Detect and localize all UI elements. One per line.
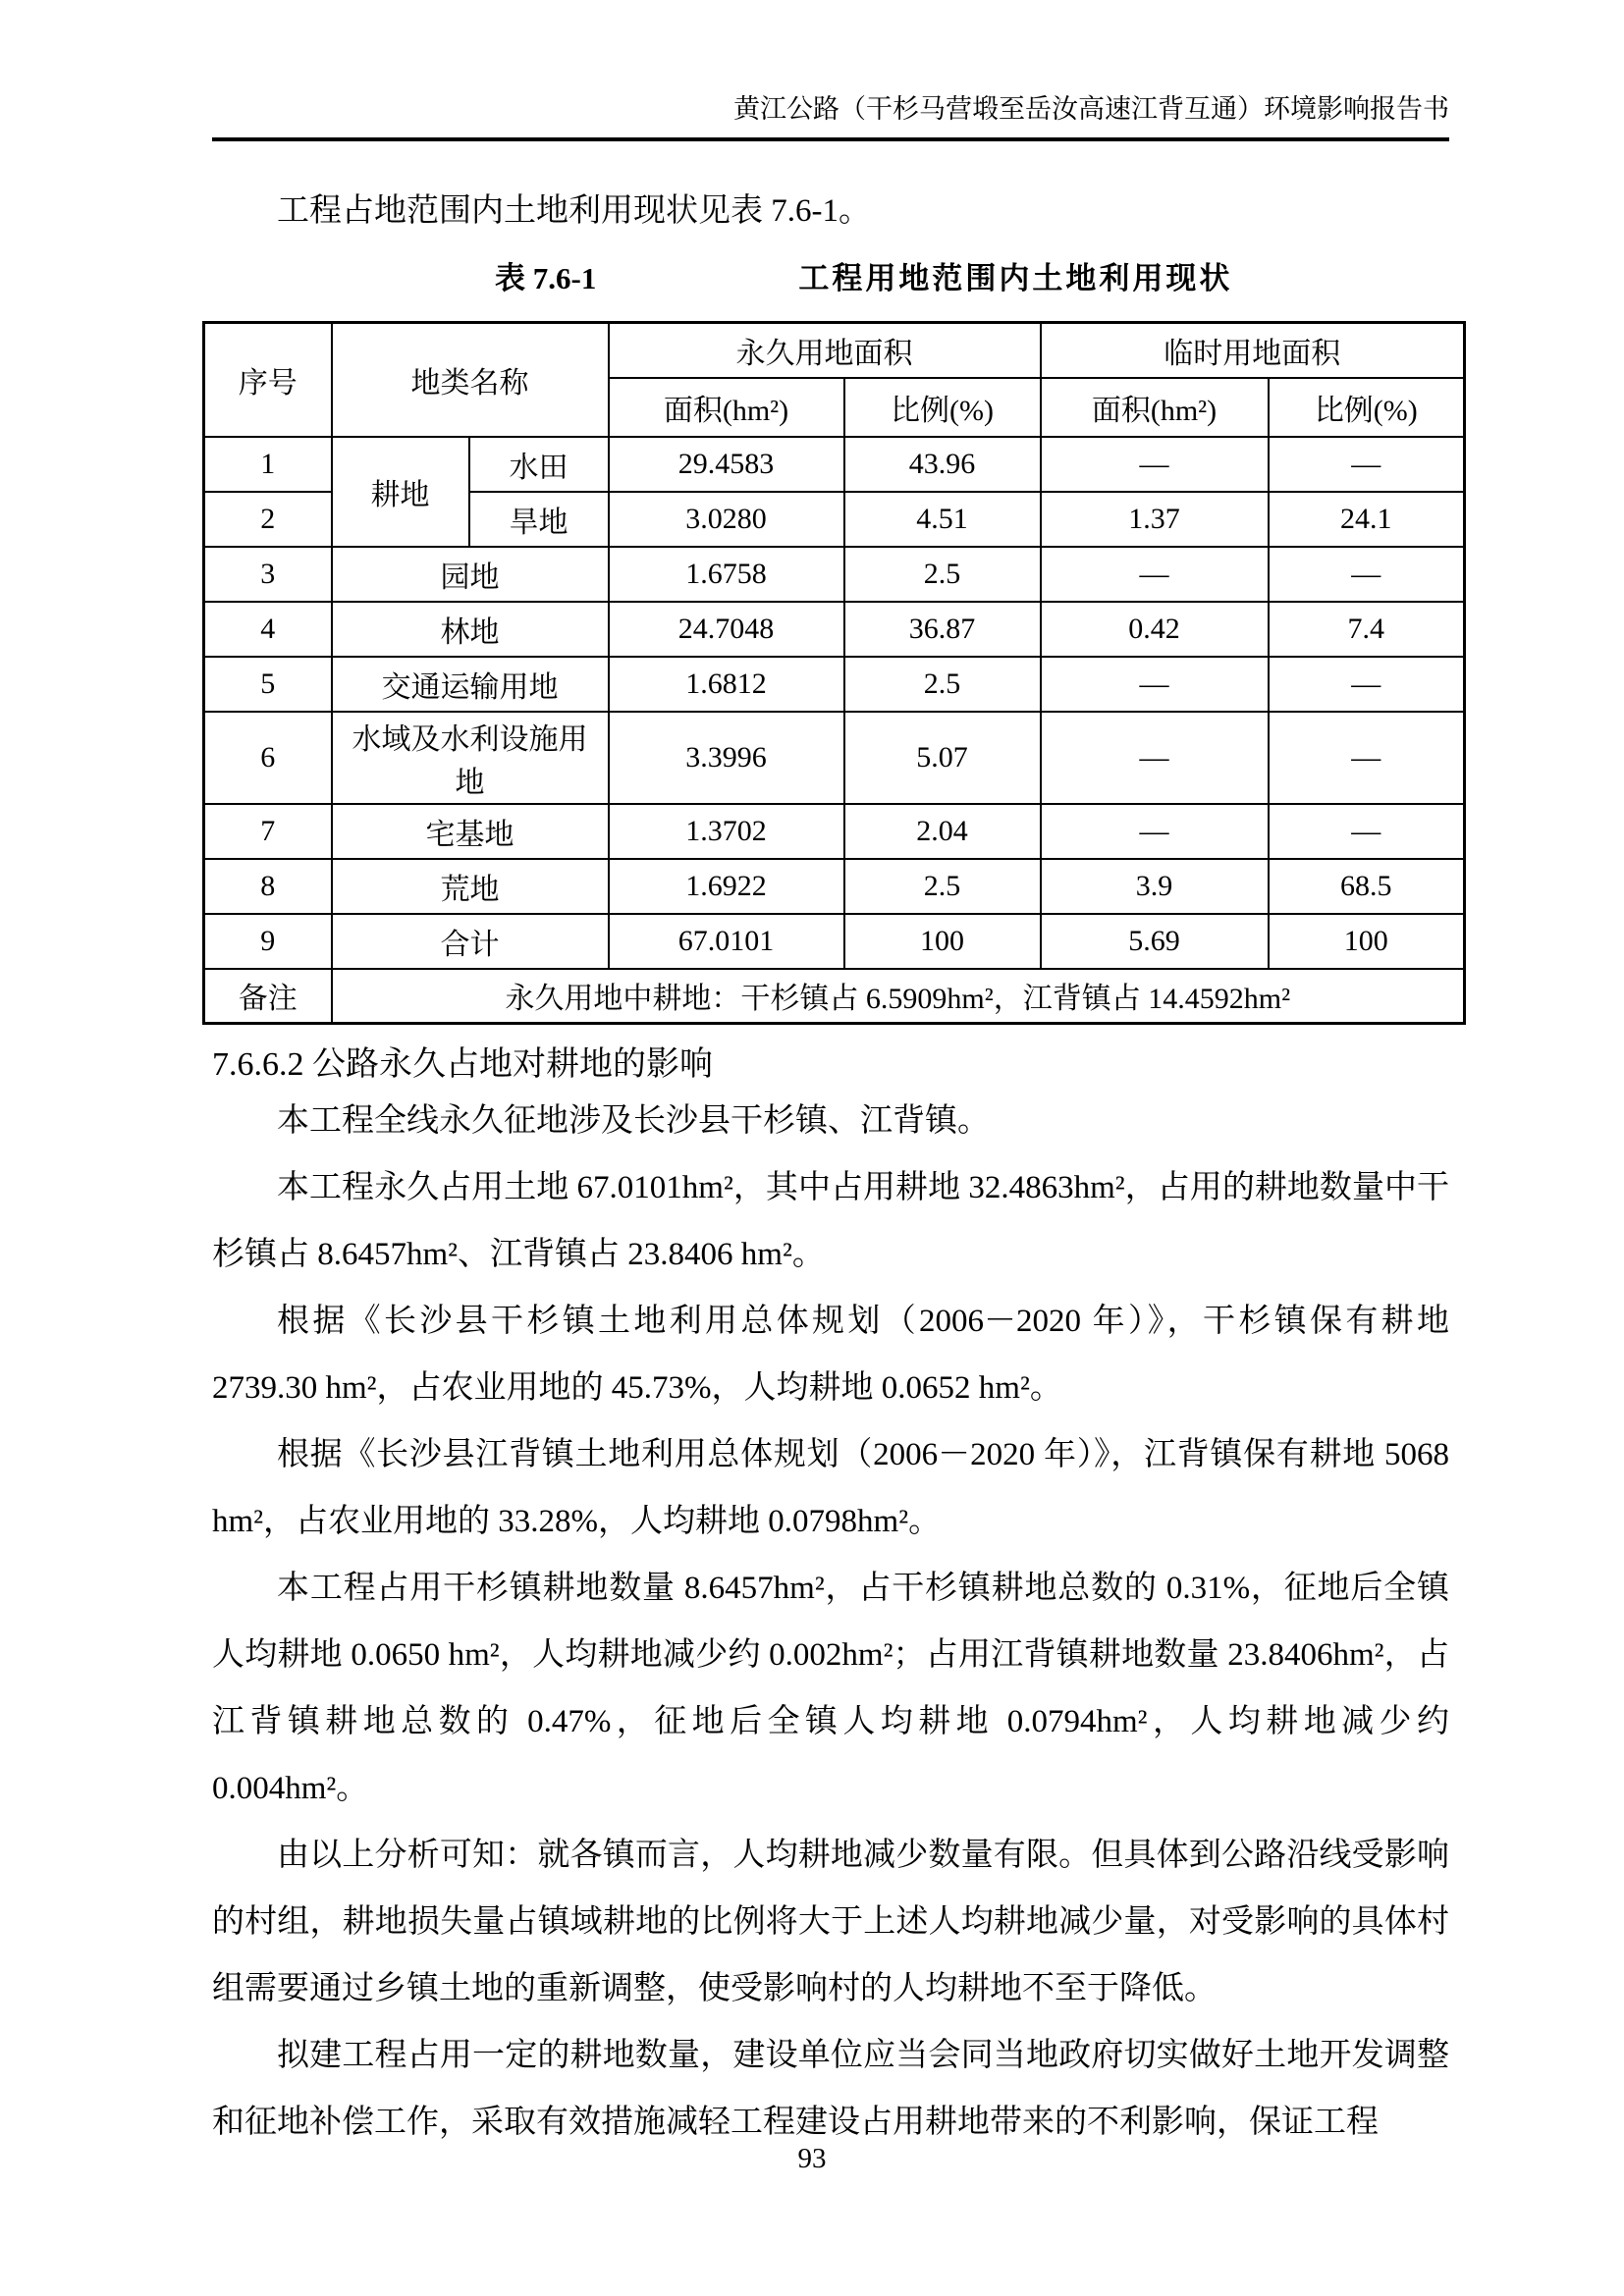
- cell-serial: 9: [204, 914, 332, 969]
- cell-perm-pct: 2.5: [844, 657, 1041, 712]
- cell-perm-pct: 4.51: [844, 492, 1041, 547]
- table-caption-title: 工程用地范围内土地利用现状: [798, 261, 1233, 295]
- cell-serial: 5: [204, 657, 332, 712]
- cell-serial: 7: [204, 804, 332, 859]
- table-row: [204, 804, 1465, 859]
- cell-category: 旱地: [469, 492, 609, 547]
- body-paragraph: 本工程永久占用土地 67.0101hm²，其中占用耕地 32.4863hm²，占用的耕地数量中干杉镇占 8.6457hm²、江背镇占 23.8406 hm²。: [212, 1170, 1449, 1272]
- cell-category: 合计: [332, 914, 609, 969]
- cell-perm-pct: 2.5: [844, 547, 1041, 602]
- cell-temp-pct: 7.4: [1269, 602, 1465, 657]
- cell-temp-pct: —: [1269, 547, 1465, 602]
- cell-serial: 1: [204, 437, 332, 492]
- cell-perm-area: 67.0101: [609, 914, 844, 969]
- cell-temp-area: 5.69: [1041, 914, 1269, 969]
- cell-category: 水域及水利设施用地: [332, 712, 609, 804]
- table-row: [204, 859, 1465, 914]
- page-header: [212, 90, 1449, 141]
- cell-perm-pct: 5.07: [844, 712, 1041, 804]
- document-body: [212, 188, 1449, 2156]
- page-number: 93: [797, 2143, 827, 2174]
- body-paragraph: 本工程占用干杉镇耕地数量 8.6457hm²，占干杉镇耕地总数的 0.31%，征地后全镇人均耕地 0.0650 hm²，人均耕地减少约 0.002hm²；占用江背镇耕地数量 23.8406hm²，占江背镇耕地总数的 0.47%，征地后全镇人均耕地 0.0794hm²，人均耕地减少约 0.004hm²。: [212, 1571, 1449, 1806]
- table-row: [204, 914, 1465, 969]
- cell-serial: 8: [204, 859, 332, 914]
- body-paragraph: 根据《长沙县江背镇土地利用总体规划（2006－2020 年）》，江背镇保有耕地 5068 hm²，占农业用地的 33.28%，人均耕地 0.0798hm²。: [212, 1437, 1449, 1539]
- table-row: [204, 437, 1465, 492]
- cell-temp-pct: 100: [1269, 914, 1465, 969]
- cell-serial: 6: [204, 712, 332, 804]
- cell-perm-pct: 43.96: [844, 437, 1041, 492]
- cell-serial: 3: [204, 547, 332, 602]
- header-cell-temp-pct: 比例(%): [1269, 378, 1465, 437]
- cell-perm-area: 1.3702: [609, 804, 844, 859]
- cell-temp-pct: 68.5: [1269, 859, 1465, 914]
- cell-perm-pct: 100: [844, 914, 1041, 969]
- cell-perm-pct: 2.04: [844, 804, 1041, 859]
- cell-perm-area: 3.3996: [609, 712, 844, 804]
- table-row: [204, 602, 1465, 657]
- header-cell-temp-area: 面积(hm²): [1041, 378, 1269, 437]
- cell-perm-area: 24.7048: [609, 602, 844, 657]
- header-cell-temporary: 临时用地面积: [1041, 323, 1465, 378]
- table-caption-label: 表 7.6-1: [495, 261, 597, 295]
- cell-perm-area: 1.6922: [609, 859, 844, 914]
- body-paragraph: 根据《长沙县干杉镇土地利用总体规划（2006－2020 年）》，干杉镇保有耕地 2739.30 hm²，占农业用地的 45.73%，人均耕地 0.0652 hm²。: [212, 1304, 1449, 1406]
- table-note-row: [204, 969, 1465, 1024]
- cell-perm-pct: 36.87: [844, 602, 1041, 657]
- cell-temp-pct: —: [1269, 437, 1465, 492]
- cell-perm-area: 3.0280: [609, 492, 844, 547]
- cell-serial: 2: [204, 492, 332, 547]
- note-label-cell: 备注: [204, 969, 332, 1024]
- cell-temp-pct: —: [1269, 657, 1465, 712]
- cell-category: 交通运输用地: [332, 657, 609, 712]
- cell-temp-pct: 24.1: [1269, 492, 1465, 547]
- table-row: [204, 712, 1465, 804]
- cell-perm-pct: 2.5: [844, 859, 1041, 914]
- cell-perm-area: 29.4583: [609, 437, 844, 492]
- header-cell-category: 地类名称: [332, 323, 609, 437]
- cell-temp-area: —: [1041, 712, 1269, 804]
- section-heading: 7.6.6.2 公路永久占地对耕地的影响: [212, 1046, 713, 1083]
- body-paragraph: 由以上分析可知：就各镇而言，人均耕地减少数量有限。但具体到公路沿线受影响的村组，耕地损失量占镇域耕地的比例将大于上述人均耕地减少量，对受影响的具体村组需要通过乡镇土地的重新调整，使受影响村的人均耕地不至于降低。: [212, 1838, 1449, 2006]
- cell-temp-area: 1.37: [1041, 492, 1269, 547]
- cell-temp-pct: —: [1269, 804, 1465, 859]
- cell-category: 宅基地: [332, 804, 609, 859]
- land-use-table: [202, 321, 1466, 1025]
- table-row: [204, 657, 1465, 712]
- cell-temp-pct: —: [1269, 712, 1465, 804]
- table-caption: [212, 257, 1449, 299]
- cell-category: 林地: [332, 602, 609, 657]
- cell-temp-area: —: [1041, 657, 1269, 712]
- cell-category-group: 耕地: [332, 437, 469, 547]
- table-header-row-1: [204, 323, 1465, 378]
- cell-category: 园地: [332, 547, 609, 602]
- note-text-cell: 永久用地中耕地：干杉镇占 6.5909hm²，江背镇占 14.4592hm²: [332, 969, 1465, 1024]
- header-cell-serial: 序号: [204, 323, 332, 437]
- table-row: [204, 547, 1465, 602]
- cell-temp-area: —: [1041, 437, 1269, 492]
- body-paragraph: 拟建工程占用一定的耕地数量，建设单位应当会同当地政府切实做好土地开发调整和征地补偿工作，采取有效措施减轻工程建设占用耕地带来的不利影响，保证工程: [212, 2038, 1449, 2140]
- cell-temp-area: 3.9: [1041, 859, 1269, 914]
- cell-temp-area: —: [1041, 804, 1269, 859]
- intro-paragraph: 工程占地范围内土地利用现状见表 7.6-1。: [277, 193, 871, 229]
- running-header-title: 黄江公路（干杉马营塅至岳汝高速江背互通）环境影响报告书: [733, 94, 1449, 124]
- body-paragraph: 本工程全线永久征地涉及长沙县干杉镇、江背镇。: [277, 1103, 990, 1139]
- header-cell-permanent: 永久用地面积: [609, 323, 1041, 378]
- cell-perm-area: 1.6758: [609, 547, 844, 602]
- header-cell-perm-area: 面积(hm²): [609, 378, 844, 437]
- cell-temp-area: —: [1041, 547, 1269, 602]
- cell-serial: 4: [204, 602, 332, 657]
- cell-category: 水田: [469, 437, 609, 492]
- cell-category: 荒地: [332, 859, 609, 914]
- cell-perm-area: 1.6812: [609, 657, 844, 712]
- header-cell-perm-pct: 比例(%): [844, 378, 1041, 437]
- cell-temp-area: 0.42: [1041, 602, 1269, 657]
